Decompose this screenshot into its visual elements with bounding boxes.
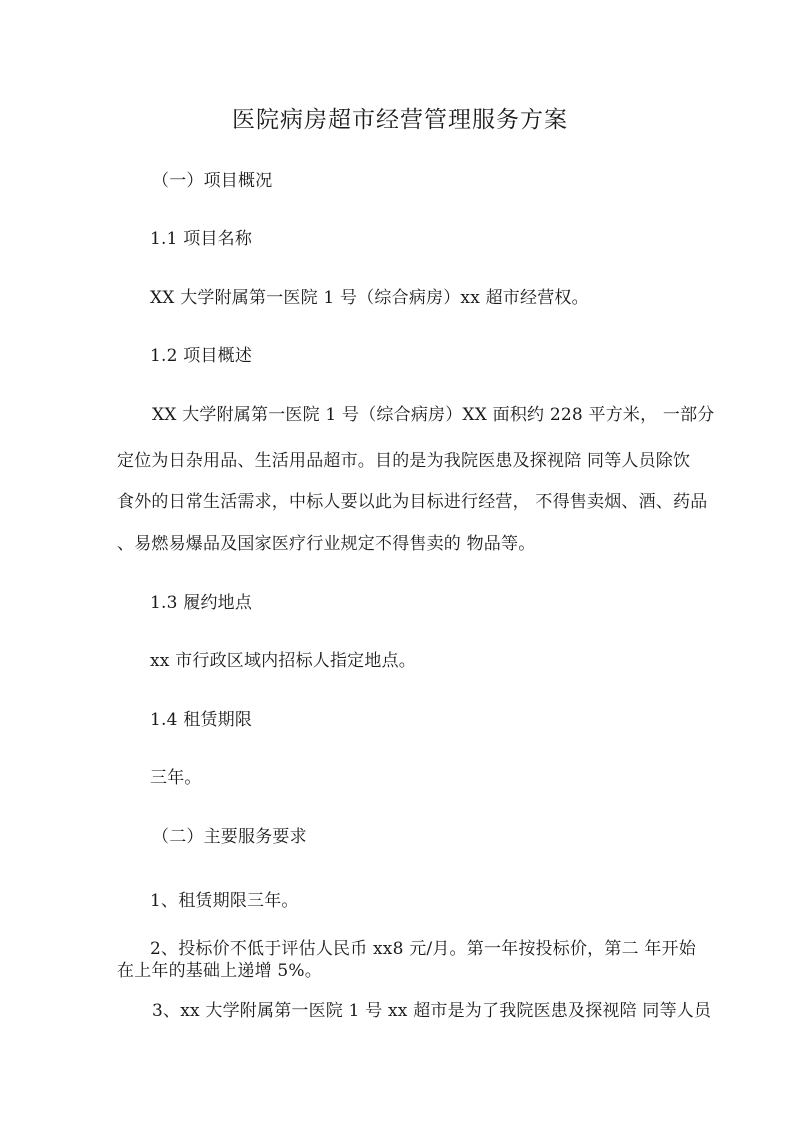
paragraph-overview-line-3: 食外的日常生活需求，中标人要以此为目标进行经营， 不得售卖烟、酒、药品 — [117, 492, 708, 512]
paragraph-project-name: XX 大学附属第一医院 1 号（综合病房）xx 超市经营权。 — [150, 288, 589, 308]
subheading-project-overview: 1.2 项目概述 — [150, 346, 253, 366]
paragraph-overview-line-2: 定位为日杂用品、生活用品超市。目的是为我院医患及探视陪 同等人员除饮 — [117, 451, 691, 471]
paragraph-overview-line-4: 、易燃易爆品及国家医疗行业规定不得售卖的 物品等。 — [117, 534, 536, 554]
paragraph-performance-location: xx 市行政区域内招标人指定地点。 — [150, 651, 416, 671]
requirement-item-3-line-1: 3、xx 大学附属第一医院 1 号 xx 超市是为了我院医患及探视陪 同等人员 — [152, 1001, 712, 1021]
document-title: 医院病房超市经营管理服务方案 — [232, 107, 568, 133]
paragraph-overview-line-1: XX 大学附属第一医院 1 号（综合病房）XX 面积约 228 平方米， 一部分 — [152, 405, 715, 425]
subheading-performance-location: 1.3 履约地点 — [150, 593, 253, 613]
subheading-lease-term: 1.4 租赁期限 — [150, 710, 253, 730]
requirement-item-2-line-2: 在上年的基础上递增 5%。 — [117, 961, 322, 981]
requirement-item-1: 1、租赁期限三年。 — [150, 891, 299, 911]
subheading-project-name: 1.1 项目名称 — [150, 229, 253, 249]
requirement-item-2-line-1: 2、投标价不低于评估人民币 xx8 元/月。第一年按投标价，第二 年开始 — [150, 939, 696, 959]
section-heading-overview: （一）项目概况 — [152, 171, 273, 191]
paragraph-lease-term: 三年。 — [150, 768, 202, 788]
section-heading-service-requirements: （二）主要服务要求 — [152, 827, 307, 847]
